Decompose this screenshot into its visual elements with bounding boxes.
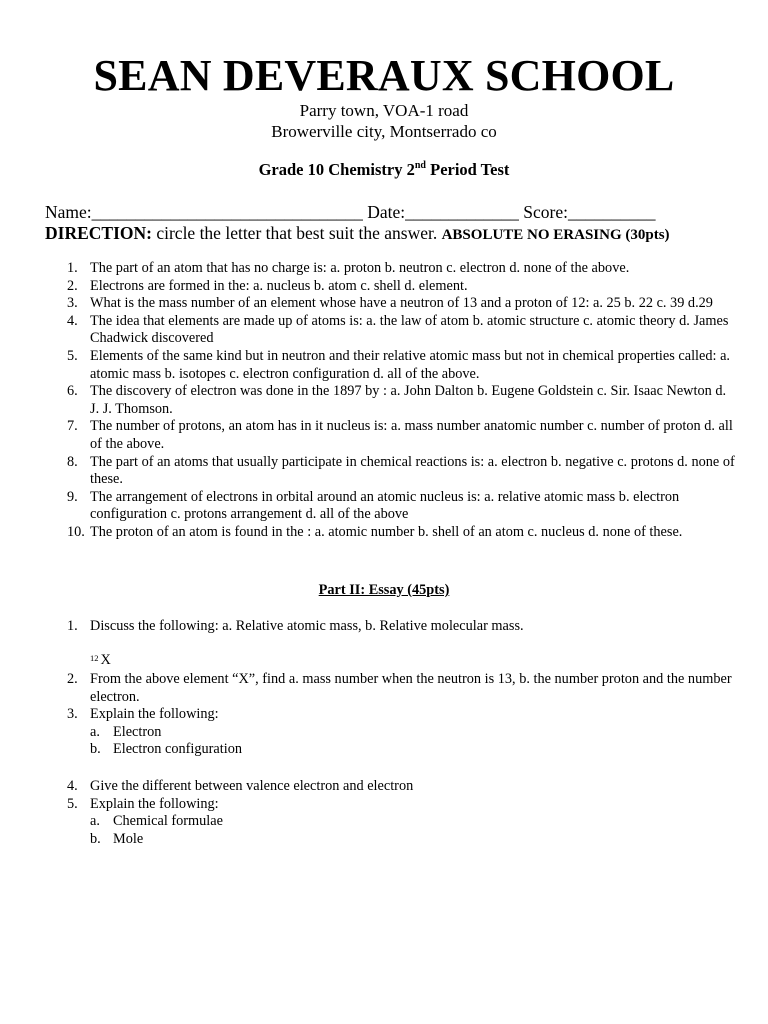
test-title-ordinal: nd [414, 159, 426, 171]
sub-text: Electron [113, 723, 162, 740]
question-item [45, 260, 735, 278]
sub-list [90, 724, 735, 759]
question-number: 4. [67, 312, 78, 329]
direction-label: DIRECTION: [45, 223, 152, 243]
question-item [45, 383, 735, 418]
element-mass-number: 12 [90, 653, 99, 663]
sub-text: Electron configuration [113, 741, 243, 758]
question-number: 5. [67, 795, 78, 812]
question-number: 3. [67, 295, 78, 312]
essay-item [45, 796, 735, 849]
question-text: The discovery of electron was done in the 1897 by : a. John Dalton b. Eugene Goldstein c. Sir. Isaac Newton d. J. J. Thomson. [90, 383, 727, 417]
question-text: The idea that elements are made up of atoms is: a. the law of atom b. atomic structure c. atomic theory d. James Chadwick discovered [90, 312, 729, 347]
essay-item [45, 778, 735, 796]
sub-letter: b. [90, 741, 101, 758]
direction-text: circle the letter that best suit the answer. [151, 223, 442, 243]
question-text: From the above element “X”, find a. mass number when the neutron is 13, b. the number proton and the number electron. [90, 671, 732, 705]
essay-item [45, 706, 735, 759]
question-number: 3. [67, 706, 78, 723]
multiple-choice-list [45, 260, 735, 542]
sub-item [90, 741, 735, 759]
student-info-fields: Name:_______________________________ Date:_____________ Score:__________ [45, 202, 656, 222]
question-item [45, 454, 735, 489]
question-text: Explain the following: [90, 706, 219, 723]
test-title-rest: Period Test [425, 160, 510, 179]
essay-question-1 [45, 618, 735, 636]
essay-questions-4-5 [45, 778, 735, 848]
sub-text: Mole [113, 830, 144, 847]
sub-item [90, 813, 735, 831]
question-text: The proton of an atom is found in the : a. atomic number b. shell of an atom c. nucleus d. none of these. [90, 523, 683, 540]
school-name: SEAN DEVERAUX SCHOOL [93, 51, 675, 100]
question-text: Electrons are formed in the: a. nucleus b. atom c. shell d. element. [90, 277, 468, 294]
question-number: 1. [67, 260, 78, 276]
sub-list [90, 813, 735, 848]
question-number: 5. [67, 347, 78, 364]
essay-item [45, 671, 735, 706]
question-item [45, 278, 735, 296]
question-number: 7. [67, 418, 78, 435]
question-item [45, 418, 735, 453]
sub-letter: a. [90, 723, 100, 740]
essay-questions-2-3 [45, 671, 735, 759]
address-line-1: Parry town, VOA-1 road [299, 101, 469, 120]
question-number: 2. [67, 671, 78, 687]
address-line-2: Browerville city, Montserrado co [271, 122, 497, 141]
question-text: Discuss the following: a. Relative atomic mass, b. Relative molecular mass. [90, 618, 524, 634]
sub-item [90, 831, 735, 849]
sub-letter: b. [90, 830, 101, 847]
element-letter: X [100, 652, 111, 668]
sub-text: Chemical formulae [113, 813, 223, 830]
question-number: 10. [67, 523, 85, 540]
element-symbol [90, 652, 111, 669]
question-item [45, 524, 735, 542]
question-text: Explain the following: [90, 795, 219, 812]
essay-section-title: Part II: Essay (45pts) [318, 582, 450, 598]
essay-item [45, 618, 735, 636]
question-number: 4. [67, 778, 78, 794]
question-number: 6. [67, 383, 78, 400]
test-title-main: Grade 10 Chemistry 2 [258, 160, 415, 179]
sub-item [90, 724, 735, 742]
direction-line [45, 223, 670, 244]
question-text: Elements of the same kind but in neutron and their relative atomic mass but not in chemical properties called: a. atomic mass b. isotopes c. electron configuration d. all of the above. [90, 347, 730, 382]
question-text: The number of protons, an atom has in it nucleus is: a. mass number anatomic number c. number of proton d. all of the above. [90, 418, 733, 452]
test-title [0, 160, 768, 180]
question-text: Give the different between valence electron and electron [90, 778, 414, 794]
question-number: 9. [67, 488, 78, 505]
question-number: 1. [67, 618, 78, 634]
question-number: 2. [67, 277, 78, 294]
question-number: 8. [67, 453, 78, 470]
question-text: The part of an atoms that usually participate in chemical reactions is: a. electron b. negative c. protons d. none of these. [90, 453, 735, 488]
question-item [45, 313, 735, 348]
question-text: The arrangement of electrons in orbital around an atomic nucleus is: a. relative atomic mass b. electron configuration c. protons arrangement d. all of the above [90, 488, 680, 523]
question-text: The part of an atom that has no charge is: a. proton b. neutron c. electron d. none of the above. [90, 260, 630, 276]
question-item [45, 489, 735, 524]
question-item [45, 348, 735, 383]
question-text: What is the mass number of an element whose have a neutron of 13 and a proton of 12: a. 25 b. 22 c. 39 d.29 [90, 295, 713, 312]
question-item [45, 295, 735, 313]
direction-emphasis: ABSOLUTE NO ERASING (30pts) [441, 227, 670, 243]
sub-letter: a. [90, 813, 100, 830]
